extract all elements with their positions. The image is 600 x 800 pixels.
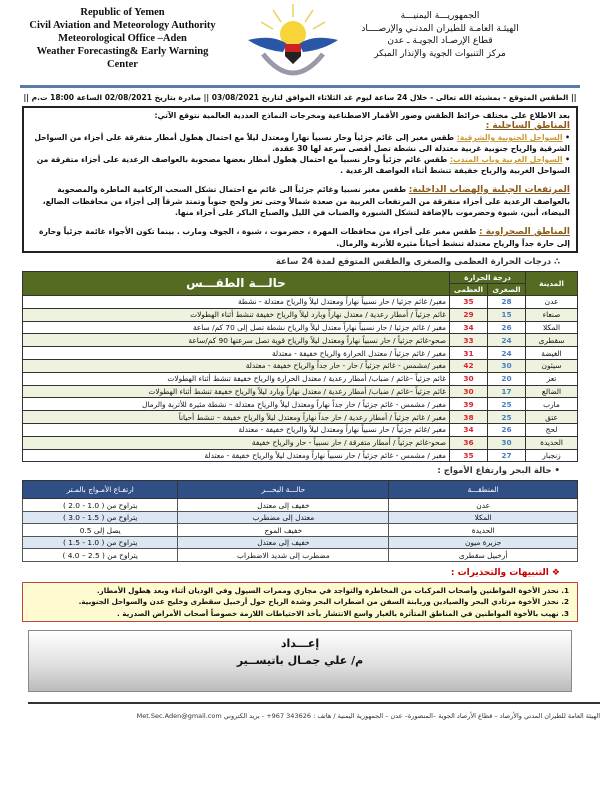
max-temp: 34	[450, 321, 488, 334]
col-temp: درجة الحرارة	[450, 272, 526, 284]
city: المكلا	[526, 321, 578, 334]
min-temp: 24	[488, 334, 526, 347]
prepared-title: إعـــداد	[280, 637, 320, 651]
max-temp: 36	[450, 436, 488, 449]
city: عتق	[526, 411, 578, 424]
city: الغيضة	[526, 347, 578, 360]
city: الضالع	[526, 385, 578, 398]
table-row	[23, 372, 578, 385]
min-temp: 30	[488, 436, 526, 449]
header-en-line: Republic of Yemen	[80, 7, 165, 18]
mountain-text: طقس مغبر نسبيا وغائم جزئياً الى غائم مع احتمال تشكل السحب الركامية الماطرة والمصحوبة بالعواصف الرعدية على أجزاء متفرقة من المرتفعات الغربية من صعدة شمالاً وحتى تعز ولحج جنوباً وتمتد شرقاً إلى أجزاء من محافظات الضالع، البيضاء، أبين، شبوة وحضرموت بالإضافة لتشكل الشبورة والضباب في الليل والصباح الباكر على أجزاء منها.	[42, 185, 570, 217]
header-ar-line: الجمهوريـــة اليمنيـــة	[400, 11, 480, 21]
header-en-line: Meteorological Office –Aden	[58, 33, 187, 44]
header-english	[20, 6, 225, 71]
max-temp: 30	[450, 385, 488, 398]
sea-state: خفيف الموج	[178, 524, 389, 537]
forecast-summary: بعد الاطلاع على مختلف خرائط الطقس وصور الأقمار الاصطناعية ومخرجات النماذج العددية العالمية نتوقع الآتي: المناطق الساحلية : • السواحل الجنوبية والشرقية: طقس مغبر إلى غائم جزئياً وحار نسبياً نهاراً ومعتدل ليلاً مع احتمال هطول أمطار متفرقة على أجزاء من السواحل الشرقية والرياح جنوبية غربية معتدلة الى نشطة تصل أقصى سرعة لها 30 عقدة. • السواحل الغربية وباب المندب: طقس غائم جزئياً وحار نسبياً مع احتمال هطول أمطار بعضها مصحوبة بالعواصف الرعدية على أجزاء متفرقة من السواحل الغربية والرياح خفيفة تنشط أثناء العواصف الرعدية . المرتفعات الجبلية والهضاب الداخلية: طقس مغبر نسبيا وغائم جزئياً الى غائم مع احتمال تشكل السحب الركامية الماطرة والمصحوبة بالعواصف الرعدية على أجزاء متفرقة من المرتفعات الغربية من صعدة شمالاً وحتى تعز ولحج جنوباً وتمتد شرقاً إلى أجزاء من محافظات الضالع، البيضاء، أبين، شبوة وحضرموت بالإضافة لتشكل الشبورة والضباب في الليل والصباح الباكر على أجزاء منها. المناطق الصحراوية : طقس مغبر على أجزاء من محافظات المهرة ، حضرموت ، شبوة ، الجوف ومارب . بينما تكون الأجواء غائمة جزئياً وحارة إلى حارة جداً والرياح معتدلة تنشط أحياناً مثيرة للأتربة والرمال.	[22, 106, 578, 253]
table-row	[23, 511, 578, 524]
header-ar-line: قطاع الإرصـاد الجويـة ـ عدن	[387, 36, 493, 46]
header-ar-line: الهيئـة العامـة للطيران المدنـي والإرصــــاد	[361, 23, 519, 34]
city: صنعاء	[526, 308, 578, 321]
min-temp: 30	[488, 359, 526, 372]
footer-contact: الهيئة العامة للطيران المدني والأرصاد – قطاع الأرصاد الجوية –المنصورة– عدن – الجمهورية اليمنية / هاتف : 343626 967+ - بريد الكتروني Met.Sec.Aden@gmail.com	[136, 712, 600, 721]
weather-desc: صحو-غائم جزئياً / حار نسبياً نهاراً ومعتدل ليلاً والرياح قوية تصل سرعتها 90 كم/ساعة	[23, 334, 450, 347]
city: مارب	[526, 398, 578, 411]
table-row	[23, 385, 578, 398]
min-temp: 28	[488, 296, 526, 309]
min-temp: 27	[488, 449, 526, 462]
table-row	[23, 549, 578, 562]
weather-desc: غائم جزئياً –غائم / ضباب/ أمطار رعدية / معتدل نهاراً وبارد ليلاً والرياح خفيفة تنشط أثناء الهطولات	[23, 385, 450, 398]
sea-state: مضطرب إلى شديد الاضطراب	[178, 549, 389, 562]
table-row	[23, 347, 578, 360]
document-body	[22, 92, 578, 692]
authority-logo	[243, 2, 343, 82]
region: جزيرة ميون	[389, 536, 578, 549]
max-temp: 30	[450, 372, 488, 385]
warnings-heading: ❖ التنبيهات والتحذيرات :	[450, 567, 560, 578]
temps-heading: ∴ درجات الحرارة العظمى والصغرى والطقس المتوقع لمدة 24 ساعة	[275, 257, 560, 267]
table-row	[23, 334, 578, 347]
weather-desc: مغبر / مشمس - غائم جزئياً / حار جداً نهاراً ومعتدل ليلاً والرياح معتدلة – نشطة مثيرة للأتربة والرمال	[23, 398, 450, 411]
city: زنجبار	[526, 449, 578, 462]
letterhead	[0, 0, 600, 90]
west-text: طقس غائم جزئياً وحار نسبياً مع احتمال هطول أمطار بعضها مصحوبة بالعواصف الرعدية على أجزاء متفرقة من السواحل الغربية والرياح خفيفة تنشط أثناء العواصف الرعدية .	[36, 155, 570, 175]
coastal-title: المناطق الساحلية :	[485, 121, 570, 131]
table-row	[23, 411, 578, 424]
city: سيئون	[526, 359, 578, 372]
table-row	[23, 359, 578, 372]
table-row	[23, 308, 578, 321]
max-temp: 34	[450, 423, 488, 436]
city: تعز	[526, 372, 578, 385]
table-row	[23, 321, 578, 334]
prepared-name: م/ علي جمـال باتيســير	[236, 654, 364, 668]
warning-item: 1. نحذر الأخوة المواطنين وأصحاب المركبات من المخاطرة والتواجد في مجاري وممرات السيول وفي الوديان أثناء وبعد هطول الأمطار.	[96, 585, 569, 595]
city: سقطرى	[526, 334, 578, 347]
col-min: الصغرى	[488, 284, 526, 296]
sea-title: حالة البحر وارتفاع الأمواج :	[437, 466, 552, 477]
footer-divider	[28, 702, 600, 704]
desert-title: المناطق الصحراوية :	[479, 227, 570, 237]
weather-desc: مغبر/ غائم جزئيا / حار نسبياً نهاراً ومعتدل ليلاً والرياح معتدلة - نشطة	[23, 296, 450, 309]
max-temp: 38	[450, 411, 488, 424]
weather-desc: مغبر / غائم جزئياً / أمطار رعدية / حار جداً نهاراً ومعتدل ليلاً والرياح خفيفة – تنشط أحياناً	[23, 411, 450, 424]
header-en-line: Weather Forecasting& Early Warning Center	[36, 46, 209, 70]
col-region: المنطقـــة	[389, 481, 578, 499]
weather-desc: مغبر / غائم جزئياً / معتدل الحرارة والرياح خفيفة - معتدلة	[23, 347, 450, 360]
west-label: السواحل الغربية وباب المندب:	[449, 155, 563, 164]
temps-title: درجات الحرارة العظمى والصغرى والطقس المتوقع لمدة 24 ساعة	[275, 257, 552, 267]
max-temp: 35	[450, 296, 488, 309]
wave-height: يتراوح من ( 2.5 – 4.0 )	[23, 549, 178, 562]
table-row	[23, 436, 578, 449]
header-divider	[20, 85, 580, 88]
table-row	[23, 449, 578, 462]
wave-height: يتراوح من ( 1.0 - 2.0 )	[23, 499, 178, 512]
south-east-label: السواحل الجنوبية والشرقية:	[456, 133, 563, 142]
weather-desc: مغبر /مشمس - غائم جزئياً / حار - حار جداً والرياح خفيفة - معتدلة	[23, 359, 450, 372]
max-temp: 29	[450, 308, 488, 321]
table-row	[23, 398, 578, 411]
table-row	[23, 296, 578, 309]
weather-desc: غائم جزئياً –غائم / ضباب/ أمطار رعدية / معتدل الحرارة والرياح خفيفة تنشط أثناء الهطولات	[23, 372, 450, 385]
region: عدن	[389, 499, 578, 512]
sea-heading: • حالة البحر وارتفاع الأمواج :	[437, 466, 560, 477]
min-temp: 24	[488, 347, 526, 360]
city: لحج	[526, 423, 578, 436]
col-weather: حالـــة الطقـــس	[23, 272, 450, 296]
min-temp: 17	[488, 385, 526, 398]
prepared-by-box	[28, 630, 572, 692]
header-en-line: Civil Aviation and Meteorology Authority	[29, 20, 216, 31]
min-temp: 26	[488, 321, 526, 334]
intro-lead: بعد الاطلاع على مختلف خرائط الطقس وصور الأقمار الاصطناعية ومخرجات النماذج العددية العالمية نتوقع الآتي:	[154, 111, 570, 120]
south-east-text: طقس مغبر إلى غائم جزئياً وحار نسبياً نهاراً ومعتدل ليلاً مع احتمال هطول أمطار متفرقة على أجزاء من السواحل الشرقية والرياح جنوبية غربية معتدلة الى نشطة تصل أقصى سرعة لها 30 عقدة.	[34, 133, 570, 153]
min-temp: 25	[488, 398, 526, 411]
col-sea-state: حالـــة البحـــر	[178, 481, 389, 499]
issue-line: || الطقس المتوقع - بمشيئة الله تعالى - خلال 24 ساعة ليوم غد الثلاثاء الموافق لتاريخ 03/08/2021 || صادرة بتاريخ 02/08/2021 الساعة 18:00 ت.م ||	[23, 93, 577, 102]
table-row	[23, 499, 578, 512]
wave-height: يتراوح من ( 1.5 - 3.0 )	[23, 511, 178, 524]
col-city: المدينة	[526, 272, 578, 296]
min-temp: 26	[488, 423, 526, 436]
header-ar-line: مركز التنبوات الجوية والإنذار المبكر	[374, 48, 506, 59]
min-temp: 25	[488, 411, 526, 424]
weather-desc: مغبر / غائم جزئيا / حار نسبياً نهاراً معتدل ليلاً والرياح نشطة تصل إلى 70 كم/ ساعة	[23, 321, 450, 334]
city: الحديدة	[526, 436, 578, 449]
min-temp: 20	[488, 372, 526, 385]
wave-height: يصل إلى 0.5	[23, 524, 178, 537]
max-temp: 33	[450, 334, 488, 347]
weather-desc: مغبر /غائم جزئياً / حار نسبياً نهاراً ومعتدل ليلاً والرياح خفيفة - معتدلة	[23, 423, 450, 436]
warning-item: 2. نحذر الأخوة مرتادي البحر والصيادين وربابنة السفن من اضطراب البحر وشدة الرياح حول أرخبيل سقطرى وخليج عدن والسواحل الجنوبية.	[78, 597, 569, 607]
sea-state: معتدل إلى مضطرب	[178, 511, 389, 524]
region: أرخبيل سقطرى	[389, 549, 578, 562]
warnings-title: التنبيهات والتحذيرات :	[450, 567, 549, 578]
warning-item: 3. نهيب بالأخوة المواطنين في المناطق المتأثرة بالغبار واسع الانتشار بأخذ الاحتياطات اللازمة خصوصاً أصحاب الأمراض الصدرية .	[117, 608, 569, 618]
warnings-box	[22, 582, 578, 623]
weather-desc: مغبر / مشمس - غائم جزئياً / حار نسبياً نهاراً ومعتدل ليلاً والرياح خفيفة - معتدلة	[23, 449, 450, 462]
max-temp: 42	[450, 359, 488, 372]
mountain-title: المرتفعات الجبلية والهضاب الداخلية:	[408, 185, 570, 195]
max-temp: 39	[450, 398, 488, 411]
city: عدن	[526, 296, 578, 309]
col-waves: ارتفـاع الأمـواج بالمـتر	[23, 481, 178, 499]
desert-text: طقس مغبر على أجزاء من محافظات المهرة ، حضرموت ، شبوة ، الجوف ومارب . بينما تكون الأجواء غائمة جزئياً وحارة إلى حارة جداً والرياح معتدلة تنشط أحياناً مثيرة للأتربة والرمال.	[39, 227, 570, 248]
wave-height: يتراوح من ( 1.0 - 1.5 )	[23, 536, 178, 549]
sea-state: خفيف إلى معتدل	[178, 536, 389, 549]
max-temp: 35	[450, 449, 488, 462]
temperature-table	[22, 271, 578, 462]
col-max: العظمى	[450, 284, 488, 296]
weather-desc: غائم جزئياً / أمطار رعدية / معتدل نهاراً وبارد ليلاً والرياح خفيفة تنشط أثناء الهطولات	[23, 308, 450, 321]
max-temp: 31	[450, 347, 488, 360]
region: المكلا	[389, 511, 578, 524]
table-row	[23, 524, 578, 537]
table-row	[23, 423, 578, 436]
sea-table	[22, 480, 578, 562]
min-temp: 15	[488, 308, 526, 321]
header-arabic	[340, 10, 540, 60]
table-row	[23, 536, 578, 549]
sea-state: خفيف إلى معتدل	[178, 499, 389, 512]
weather-desc: صحو-غائم جزئياً / أمطار متفرقة / حار نسبياً - حار والرياح خفيفة	[23, 436, 450, 449]
region: الحديدة	[389, 524, 578, 537]
